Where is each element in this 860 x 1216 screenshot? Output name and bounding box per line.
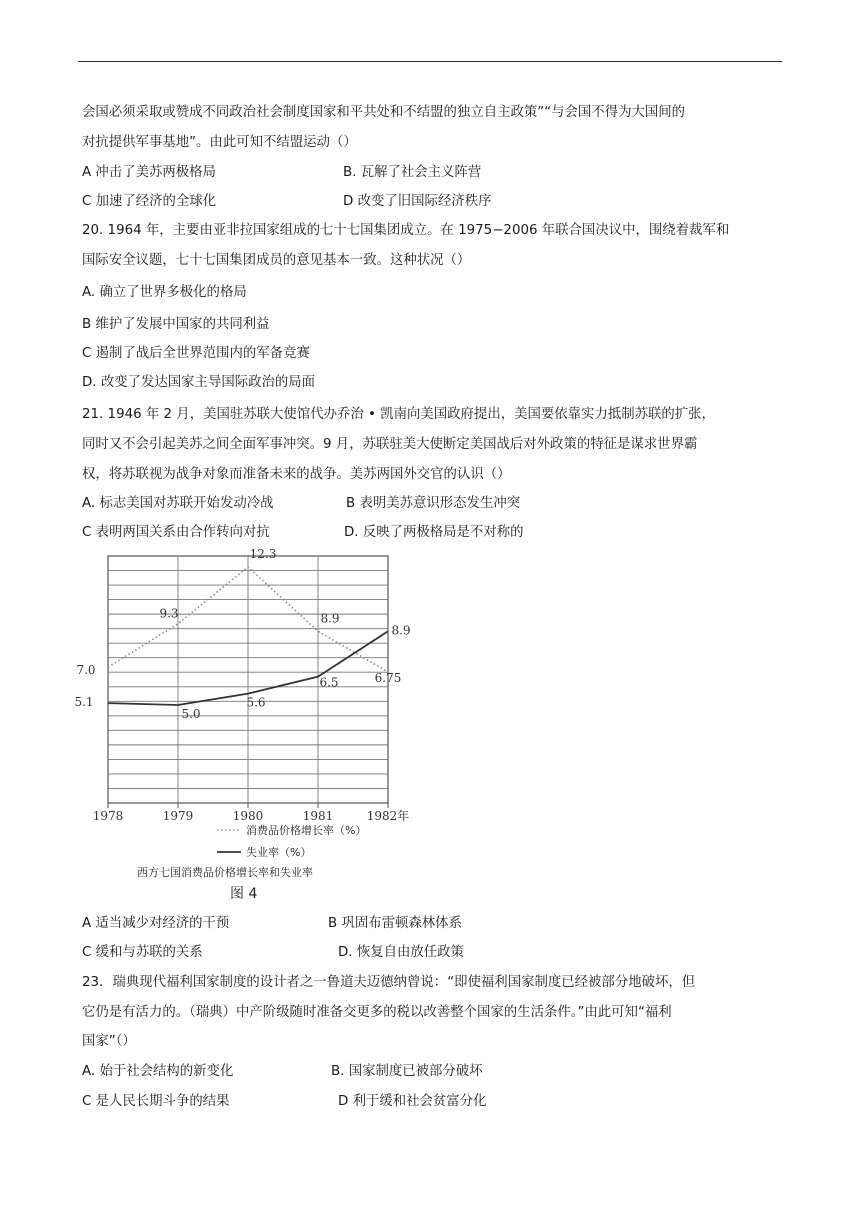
data-label: 9.3 (159, 606, 179, 621)
q19-stem-line2: 对抗提供军事基地”。由此可知不结盟运动（） (82, 135, 357, 150)
q23-option-a: A. 始于社会结构的新变化 (82, 1064, 234, 1079)
q23-option-c: C 是人民长期斗争的结果 (82, 1094, 230, 1109)
data-label: 5.0 (181, 707, 201, 721)
q19-option-b: B. 瓦解了社会主义阵营 (343, 165, 482, 180)
q20-option-b: B 维护了发展中国家的共同利益 (82, 317, 270, 332)
q20-stem-line2: 国际安全议题，七十七国集团成员的意见基本一致。这种状况（） (82, 253, 471, 268)
data-label: 5.1 (74, 695, 94, 710)
q23-stem-line1: 23．瑞典现代福利国家制度的设计者之一鲁道夫迈德纳曾说：“即使福利国家制度已经被部分地破坏，但 (82, 975, 696, 990)
chart-grid (108, 556, 388, 803)
q23-stem-line3: 国家”（） (82, 1034, 136, 1049)
q21-option-a: A. 标志美国对苏联开始发动冷战 (82, 496, 274, 511)
legend-cpi-label: 消费品价格增长率（%） (246, 824, 367, 837)
q23-option-d: D 利于缓和社会贫富分化 (338, 1094, 487, 1109)
q21-stem-line3: 权，将苏联视为战争对象而准备未来的战争。美苏两国外交官的认识（） (82, 467, 511, 482)
q20-option-d: D. 改变了发达国家主导国际政治的局面 (82, 375, 316, 390)
q21-option-c: C 表明两国关系由合作转向对抗 (82, 525, 270, 540)
q22-option-d: D. 恢复自由放任政策 (338, 945, 464, 960)
x-tick-label: 1978 (92, 809, 124, 823)
q20-option-a: A. 确立了世界多极化的格局 (82, 285, 247, 300)
data-label: 8.9 (320, 611, 340, 626)
q20-stem-line1: 20. 1964 年，主要由亚非拉国家组成的七十七国集团成立。在 1975−2006 年联合国决议中，围绕着裁军和 (82, 223, 730, 238)
data-label: 8.9 (391, 623, 411, 638)
q23-stem-line2: 它仍是有活力的。（瑞典）中产阶级随时准备交更多的税以改善整个国家的生活条件。”由此可知“福利 (82, 1005, 672, 1020)
q20-option-c: C 遏制了战后全世界范围内的军备竞赛 (82, 346, 310, 361)
x-tick-label: 1980 (232, 809, 264, 823)
q21-stem-line1: 21. 1946 年 2 月，美国驻苏联大使馆代办乔治 • 凯南向美国政府提出，美国要依靠实力抵制苏联的扩张， (82, 407, 715, 422)
chart-caption: 西方七国消费品价格增长率和失业率 (137, 866, 313, 879)
q22-option-a: A 适当减少对经济的干预 (82, 916, 230, 931)
chart-legend (217, 823, 366, 859)
x-tick-label: 1981 (302, 809, 334, 823)
data-label: 6.75 (374, 670, 402, 685)
q19-stem-line1: 会国必须采取或赞成不同政治社会制度国家和平共处和不结盟的独立自主政策”“与会国不得为大国间的 (82, 105, 686, 120)
q22-option-b: B 巩固布雷顿森林体系 (328, 916, 462, 931)
figure-4-chart (74, 547, 430, 907)
data-label: 6.5 (319, 675, 339, 690)
q19-option-d: D 改变了旧国际经济秩序 (343, 194, 492, 209)
header-rule (78, 61, 782, 62)
figure-label: 图 4 (230, 886, 258, 902)
data-label: 7.0 (76, 663, 96, 678)
data-label: 12.3 (249, 547, 277, 561)
data-label: 5.6 (246, 695, 266, 710)
x-tick-label: 1979 (162, 809, 194, 823)
q22-option-c: C 缓和与苏联的关系 (82, 945, 203, 960)
q19-option-c: C 加速了经济的全球化 (82, 194, 217, 209)
q21-option-d: D. 反映了两极格局是不对称的 (344, 525, 524, 540)
chart-x-ticks (93, 803, 410, 823)
q19-option-a: A 冲击了美苏两极格局 (82, 165, 216, 180)
q21-option-b: B 表明美苏意识形态发生冲突 (346, 496, 521, 511)
x-tick-label: 1982年 (366, 809, 410, 823)
q21-stem-line2: 同时又不会引起美苏之间全面军事冲突。9 月，苏联驻美大使断定美国战后对外政策的特征是谋求世界霸 (82, 437, 698, 452)
legend-unemployment-label: 失业率（%） (246, 846, 312, 859)
q23-option-b: B. 国家制度已被部分破坏 (331, 1064, 483, 1079)
